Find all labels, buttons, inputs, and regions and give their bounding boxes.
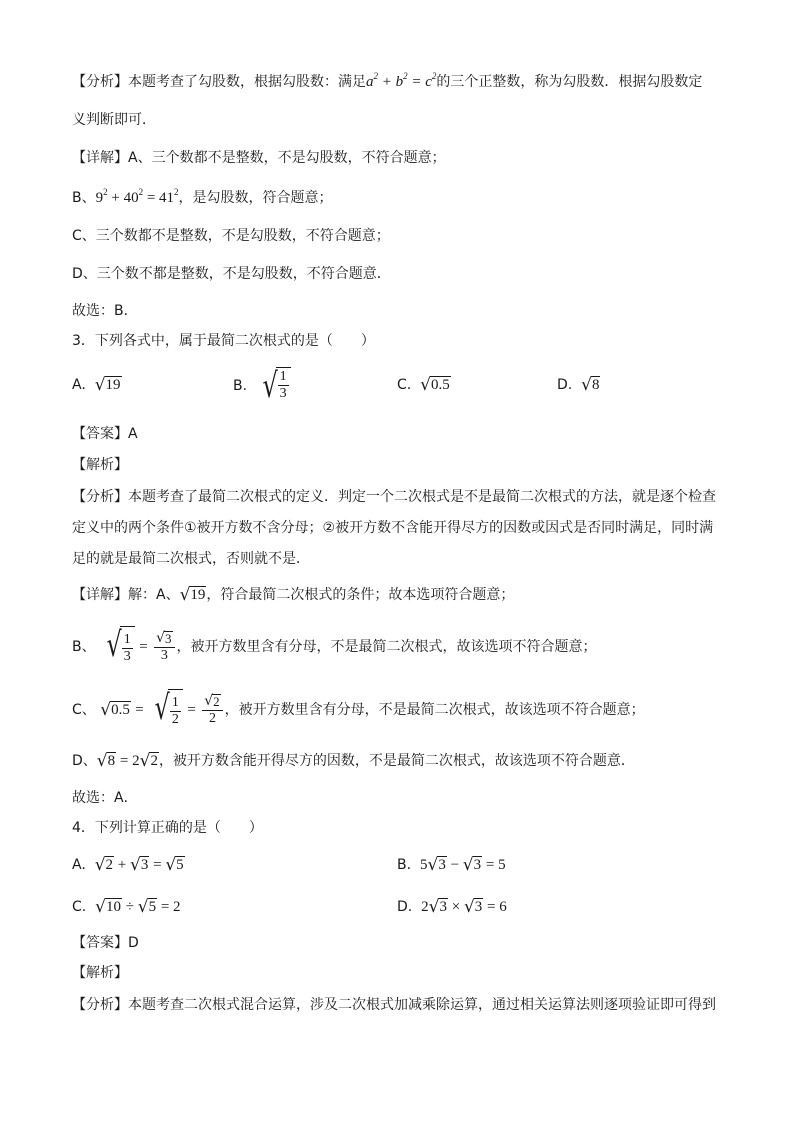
q3-detail-c: C、 √ 0.5 = √ $\frac{1}{2}$ = √ 2 2 ，被开方数里含有分母，不是最简二次根式，故该选项不符合题意； xyxy=(72,689,645,731)
sqrt-expression: √ 8 xyxy=(96,751,116,771)
q3-analysis-line-3: 足的就是最简二次根式，否则就不是． xyxy=(72,551,310,567)
q4-option-a: A. √ 2 + √ 3 = √ 5 xyxy=(72,855,184,875)
text: ，是勾股数，符合题意； xyxy=(178,190,333,206)
option-label: D. xyxy=(397,899,413,915)
choice-line: 故选：B． xyxy=(72,303,138,319)
option-label: A. xyxy=(72,857,86,873)
q3-option-a xyxy=(72,375,122,395)
option-label: A. xyxy=(72,377,86,393)
text: ，符合最简二次根式的条件；故本选项符合题意； xyxy=(206,587,515,603)
option-label: B. xyxy=(397,857,412,873)
q4-analysis-heading: 【解析】 xyxy=(72,965,128,981)
sqrt-fraction-expression: √ $\frac{1}{3}$ xyxy=(256,367,291,405)
detail-line-b xyxy=(72,188,333,208)
q3-option-b xyxy=(233,367,291,405)
sqrt-expression: √ 19 xyxy=(94,375,121,395)
fraction: √ 3 3 xyxy=(154,631,174,664)
text: 的三个正整数，称为勾股数．根据勾股数定 xyxy=(436,74,703,90)
option-label: C. xyxy=(397,377,412,393)
fraction: √ 2 2 xyxy=(202,694,222,727)
analysis-line-2: 义判断即可． xyxy=(72,112,156,128)
text: ，被开方数里含有分母，不是最简二次根式，故该选项不符合题意； xyxy=(224,702,645,718)
sqrt-expression: √ 2 xyxy=(139,751,158,771)
question-3-stem: 3．下列各式中，属于最简二次根式的是（ ） xyxy=(72,333,375,349)
q4-option-b: B. 5 √ 3 − √ 3 = 5 xyxy=(397,855,506,875)
question-4-stem: 4．下列计算正确的是（ ） xyxy=(72,820,263,836)
q4-option-c: C. √ 10 ÷ √ 5 = 2 xyxy=(72,897,181,917)
text: ，被开方数含能开得尽方的因数，不是最简二次根式，故该选项不符合题意． xyxy=(158,753,635,769)
q3-choice: 故选：A． xyxy=(72,790,138,806)
pythagorean-equation: $a^2 + b^2 = c^2$ xyxy=(366,71,437,90)
text: C、 xyxy=(72,702,96,718)
q3-detail-b: B、 √ $\frac{1}{3}$ = √ 3 3 ，被开方数里含有分母，不是最简二次根式，故该选项不符合题意； xyxy=(72,626,597,668)
text: B、 xyxy=(72,639,96,655)
analysis-line-1 xyxy=(72,72,702,92)
sqrt-expression: √ 8 xyxy=(581,375,600,395)
q3-detail-a xyxy=(72,585,514,605)
detail-line-c: C、三个数都不是整数，不是勾股数，不符合题意； xyxy=(72,228,390,244)
text: D、 xyxy=(72,753,97,769)
sqrt-expression: √ 19 xyxy=(179,585,206,605)
detail-line-d: D、三个数不都是整数，不是勾股数，不符合题意． xyxy=(72,266,391,282)
q3-option-d xyxy=(557,375,600,395)
sqrt-expression: √ 0.5 xyxy=(420,375,450,395)
sqrt-fraction-expression: √ $\frac{1}{3}$ xyxy=(100,626,135,668)
sqrt-fraction-expression: √ $\frac{1}{2}$ xyxy=(148,689,183,731)
q3-analysis-heading: 【解析】 xyxy=(72,457,128,473)
detail-line-a: 【详解】A、三个数都不是整数，不是勾股数，不符合题意； xyxy=(72,150,446,166)
option-label: D. xyxy=(557,377,573,393)
q4-answer: 【答案】D xyxy=(72,935,139,951)
sqrt-expression: √ 0.5 xyxy=(100,700,130,720)
q4-option-d: D. 2 √ 3 × √ 3 = 6 xyxy=(397,897,507,917)
q3-analysis-line-2: 定义中的两个条件①被开方数不含分母；②被开方数不含能开得尽方的因数或因式是否同时满足，同时满 xyxy=(72,520,714,536)
q3-detail-d: D、 √ 8 = 2 √ 2 ，被开方数含能开得尽方的因数，不是最简二次根式，故该选项不符合题意． xyxy=(72,751,635,771)
q3-analysis-line-1: 【分析】本题考查了最简二次根式的定义．判定一个二次根式是不是最简二次根式的方法，就是逐个检查 xyxy=(72,489,716,505)
text: ，被开方数里含有分母，不是最简二次根式，故该选项不符合题意； xyxy=(176,639,597,655)
equation: $9^2 + 40^2 = 41^2$ xyxy=(95,187,179,206)
text: 【分析】本题考查了勾股数，根据勾股数：满足 xyxy=(72,74,366,90)
q4-analysis-line-1: 【分析】本题考查二次根式混合运算，涉及二次根式加减乘除运算，通过相关运算法则逐项验证即可得到 xyxy=(72,997,716,1013)
q3-answer: 【答案】A xyxy=(72,426,138,442)
text: B、 xyxy=(72,190,96,206)
option-label: C. xyxy=(72,899,87,915)
text: 【详解】解：A、 xyxy=(72,587,180,603)
option-label: B. xyxy=(233,378,248,394)
q3-option-c xyxy=(397,375,451,395)
